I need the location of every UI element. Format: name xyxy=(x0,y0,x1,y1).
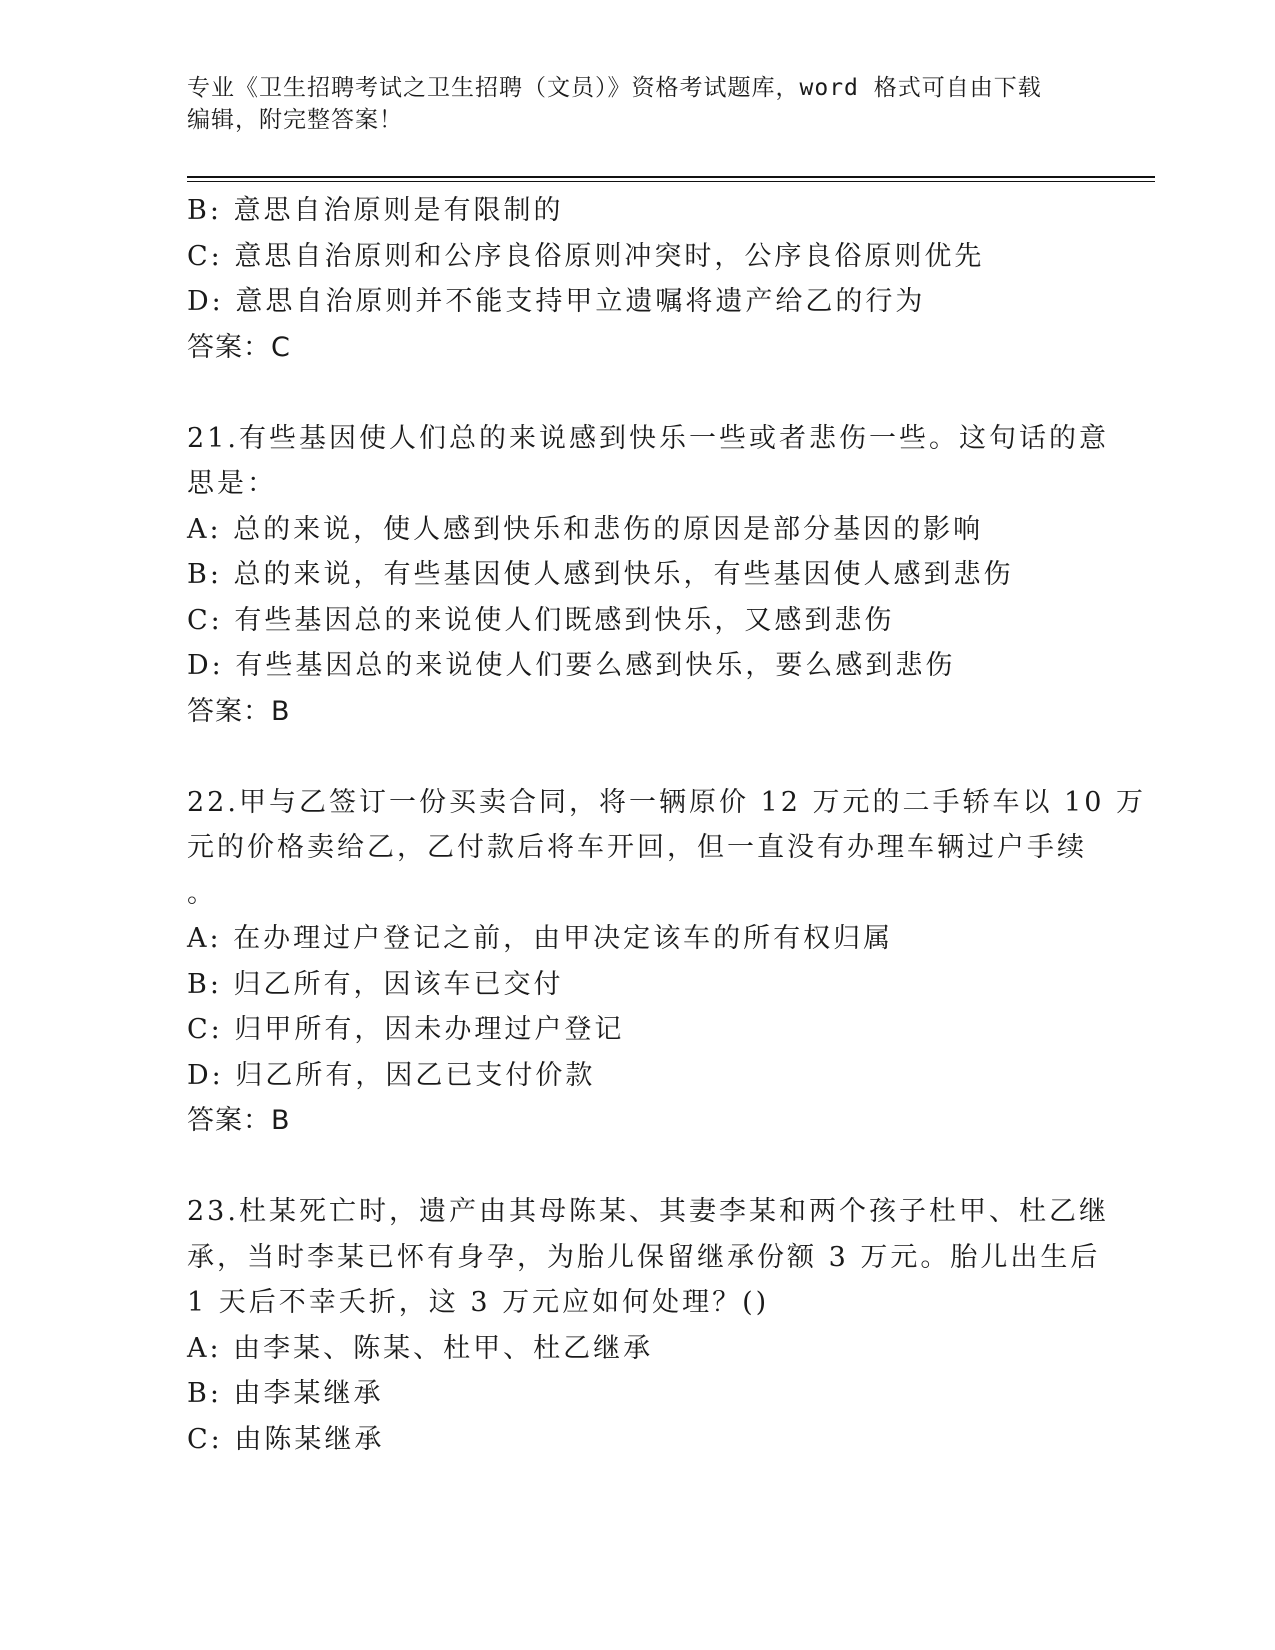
answer-line: 答案：C xyxy=(187,331,291,363)
question-stem: 22.甲与乙签订一份买卖合同，将一辆原价 12 万元的二手轿车以 10 万 xyxy=(187,786,1146,818)
spacer xyxy=(187,734,1087,780)
header-rule-thin xyxy=(187,181,1155,182)
spacer xyxy=(187,370,1087,416)
question-23 xyxy=(187,1189,1109,1462)
option-b: B: 意思自治原则是有限制的 xyxy=(187,195,564,226)
header-rule-thick xyxy=(187,176,1155,178)
page-header xyxy=(187,72,1067,136)
question-22 xyxy=(187,780,1146,1144)
question-stem: 思是： xyxy=(187,468,277,499)
prev-question xyxy=(187,188,1087,370)
header-line-1: 专业《卫生招聘考试之卫生招聘（文员）》资格考试题库，word 格式可自由下载 xyxy=(187,75,1042,101)
question-stem: 。 xyxy=(187,877,217,909)
option-c: C: 归甲所有，因未办理过户登记 xyxy=(187,1014,625,1045)
option-b: B: 总的来说，有些基因使人感到快乐，有些基因使人感到悲伤 xyxy=(187,559,1014,590)
question-stem: 21.有些基因使人们总的来说感到快乐一些或者悲伤一些。这句话的意 xyxy=(187,422,1109,454)
option-a: A: 由李某、陈某、杜甲、杜乙继承 xyxy=(187,1332,654,1364)
spacer xyxy=(187,1144,1087,1190)
question-21 xyxy=(187,416,1109,735)
option-d: D: 有些基因总的来说使人们要么感到快乐，要么感到悲伤 xyxy=(187,650,956,681)
option-a: A: 总的来说，使人感到快乐和悲伤的原因是部分基因的影响 xyxy=(187,513,984,545)
option-b: B: 由李某继承 xyxy=(187,1378,384,1409)
option-d: D: 归乙所有，因乙已支付价款 xyxy=(187,1059,596,1091)
option-c: C: 由陈某继承 xyxy=(187,1423,385,1455)
header-line-2: 编辑，附完整答案！ xyxy=(187,107,403,133)
option-a: A: 在办理过户登记之前，由甲决定该车的所有权归属 xyxy=(187,923,894,954)
question-content xyxy=(187,188,1146,1462)
question-stem: 元的价格卖给乙，乙付款后将车开回，但一直没有办理车辆过户手续 xyxy=(187,832,1087,863)
option-c: C: 意思自治原则和公序良俗原则冲突时，公序良俗原则优先 xyxy=(187,240,985,272)
question-stem: 1 天后不幸夭折，这 3 万元应如何处理？() xyxy=(187,1287,770,1318)
option-d: D: 意思自治原则并不能支持甲立遗嘱将遗产给乙的行为 xyxy=(187,286,926,317)
question-stem: 承，当时李某已怀有身孕，为胎儿保留继承份额 3 万元。胎儿出生后 xyxy=(187,1241,1101,1273)
question-stem: 23.杜某死亡时，遗产由其母陈某、其妻李某和两个孩子杜甲、杜乙继 xyxy=(187,1196,1109,1227)
option-b: B: 归乙所有，因该车已交付 xyxy=(187,968,564,1000)
option-c: C: 有些基因总的来说使人们既感到快乐，又感到悲伤 xyxy=(187,604,895,636)
answer-line: 答案：B xyxy=(187,695,291,727)
answer-line: 答案：B xyxy=(187,1105,291,1136)
